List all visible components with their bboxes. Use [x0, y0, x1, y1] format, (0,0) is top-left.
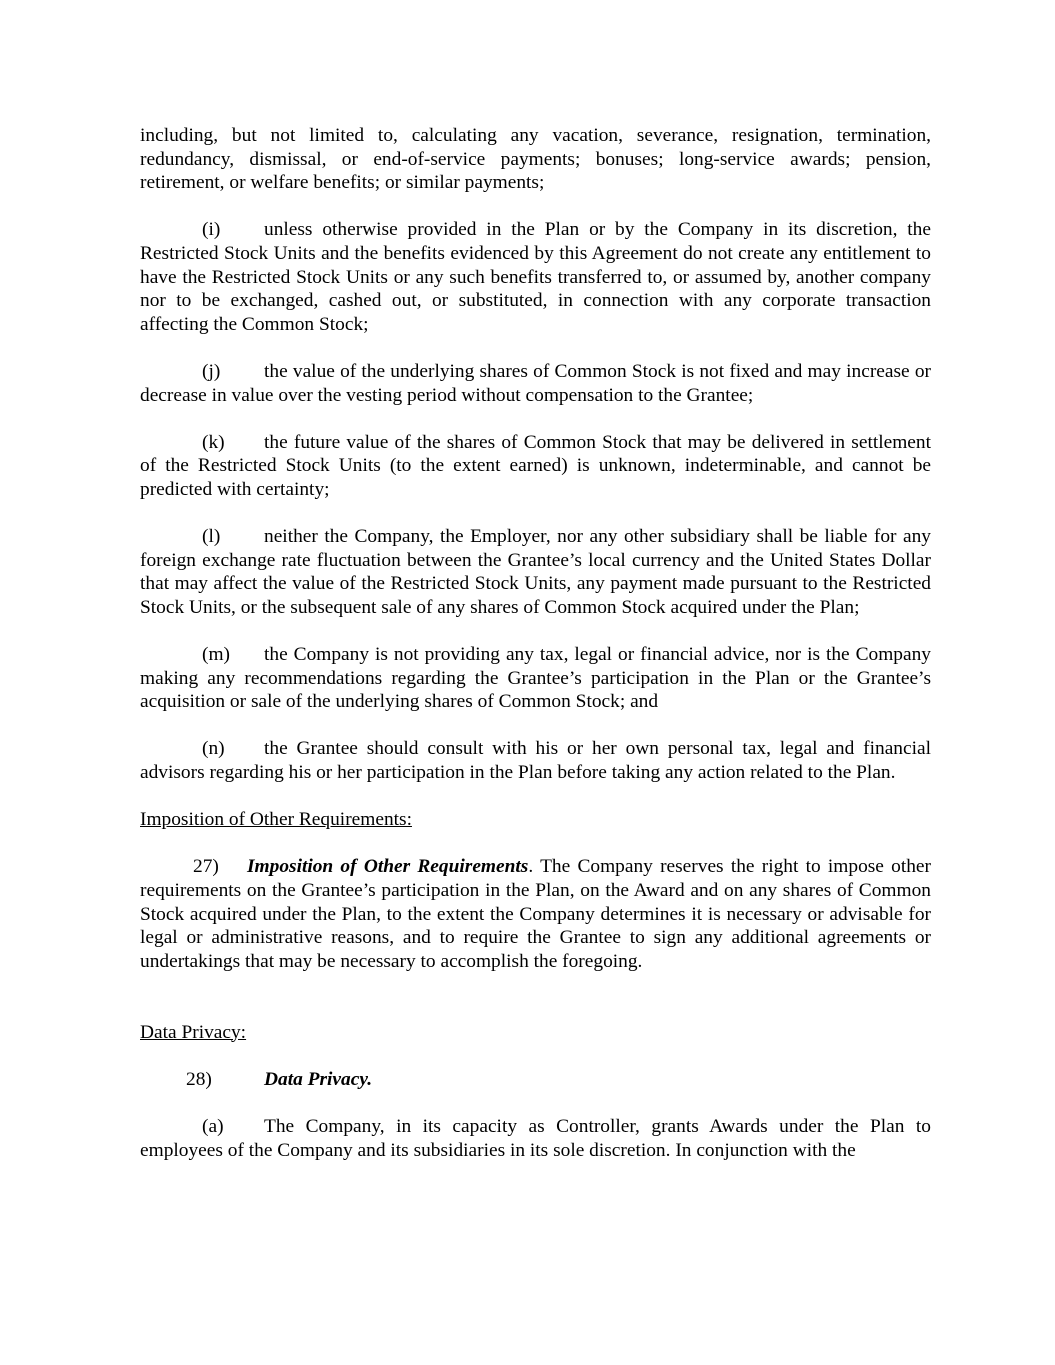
- item-label: (l): [202, 526, 221, 548]
- item-label: (m): [202, 644, 230, 666]
- section-28-number: 28): [186, 1068, 212, 1090]
- intro-paragraph: including, but not limited to, calculating any vacation, severance, resignation, termination, redundancy, dismissal, or end-of-service payments; bonuses; long-service awards; pension, retirement, or welfare benefits; or similar payments;: [140, 125, 931, 194]
- item-label: (i): [202, 219, 221, 241]
- list-item-j: [140, 360, 931, 407]
- item-label: (a): [202, 1115, 224, 1137]
- item-label: (k): [202, 431, 225, 453]
- spacer: [140, 997, 931, 1021]
- section-27-number: 27): [193, 856, 219, 878]
- list-item-i: [140, 218, 931, 336]
- list-item-n: [140, 737, 931, 784]
- item-text: the value of the underlying shares of Common Stock is not fixed and may increase or decrease in value over the vesting period without compensation to the Grantee;: [140, 360, 931, 406]
- section-28-title: Data Privacy.: [264, 1068, 373, 1090]
- section-28-title-line: [140, 1068, 931, 1092]
- item-text: the future value of the shares of Common Stock that may be delivered in settlement of the Restricted Stock Units (to the extent earned) is unknown, indeterminable, and cannot be predicted with certainty;: [140, 431, 931, 500]
- item-text: the Grantee should consult with his or her own personal tax, legal and financial advisors regarding his or her participation in the Plan before taking any action related to the Plan.: [140, 738, 931, 784]
- section-27-paragraph: [140, 855, 931, 973]
- item-label: (j): [202, 360, 221, 382]
- item-text: unless otherwise provided in the Plan or by the Company in its discretion, the Restricted Stock Units and the benefits evidenced by this Agreement do not create any entitlement to have the Restricted Stock Units or any such benefits transferred to, or assumed by, another company nor to be exchanged, cashed out, or substituted, in connection with any corporate transaction affecting the Common Stock;: [140, 219, 931, 335]
- item-label: (n): [202, 738, 225, 760]
- list-item-l: [140, 525, 931, 619]
- section-27-text: . The Company reserves the right to impose other requirements on the Grantee’s participation in the Plan, on the Award and on any shares of Common Stock acquired under the Plan, to the extent the Company determines it is necessary or advisable for legal or administrative reasons, and to require the Grantee to sign any additional agreements or undertakings that may be necessary to accomplish the foregoing.: [140, 856, 931, 972]
- document-page: [140, 124, 931, 1186]
- list-item-k: [140, 431, 931, 502]
- item-text: the Company is not providing any tax, legal or financial advice, nor is the Company making any recommendations regarding the Grantee’s participation in the Plan or the Grantee’s acquisition or sale of the underlying shares of Common Stock; and: [140, 644, 931, 713]
- section-28-heading: Data Privacy:: [140, 1021, 247, 1043]
- section-27-heading: Imposition of Other Requirements:: [140, 809, 412, 831]
- section-27-title: Imposition of Other Requirements: [247, 856, 529, 878]
- item-text: The Company, in its capacity as Controller, grants Awards under the Plan to employees of the Company and its subsidiaries in its sole discretion. In conjunction with the: [140, 1115, 931, 1161]
- list-item-m: [140, 643, 931, 714]
- list-item-a: [140, 1115, 931, 1162]
- item-text: neither the Company, the Employer, nor any other subsidiary shall be liable for any foreign exchange rate fluctuation between the Grantee’s local currency and the United States Dollar that may affect the value of the Restricted Stock Units, any payment made pursuant to the Restricted Stock Units, or the subsequent sale of any shares of Common Stock acquired under the Plan;: [140, 526, 931, 618]
